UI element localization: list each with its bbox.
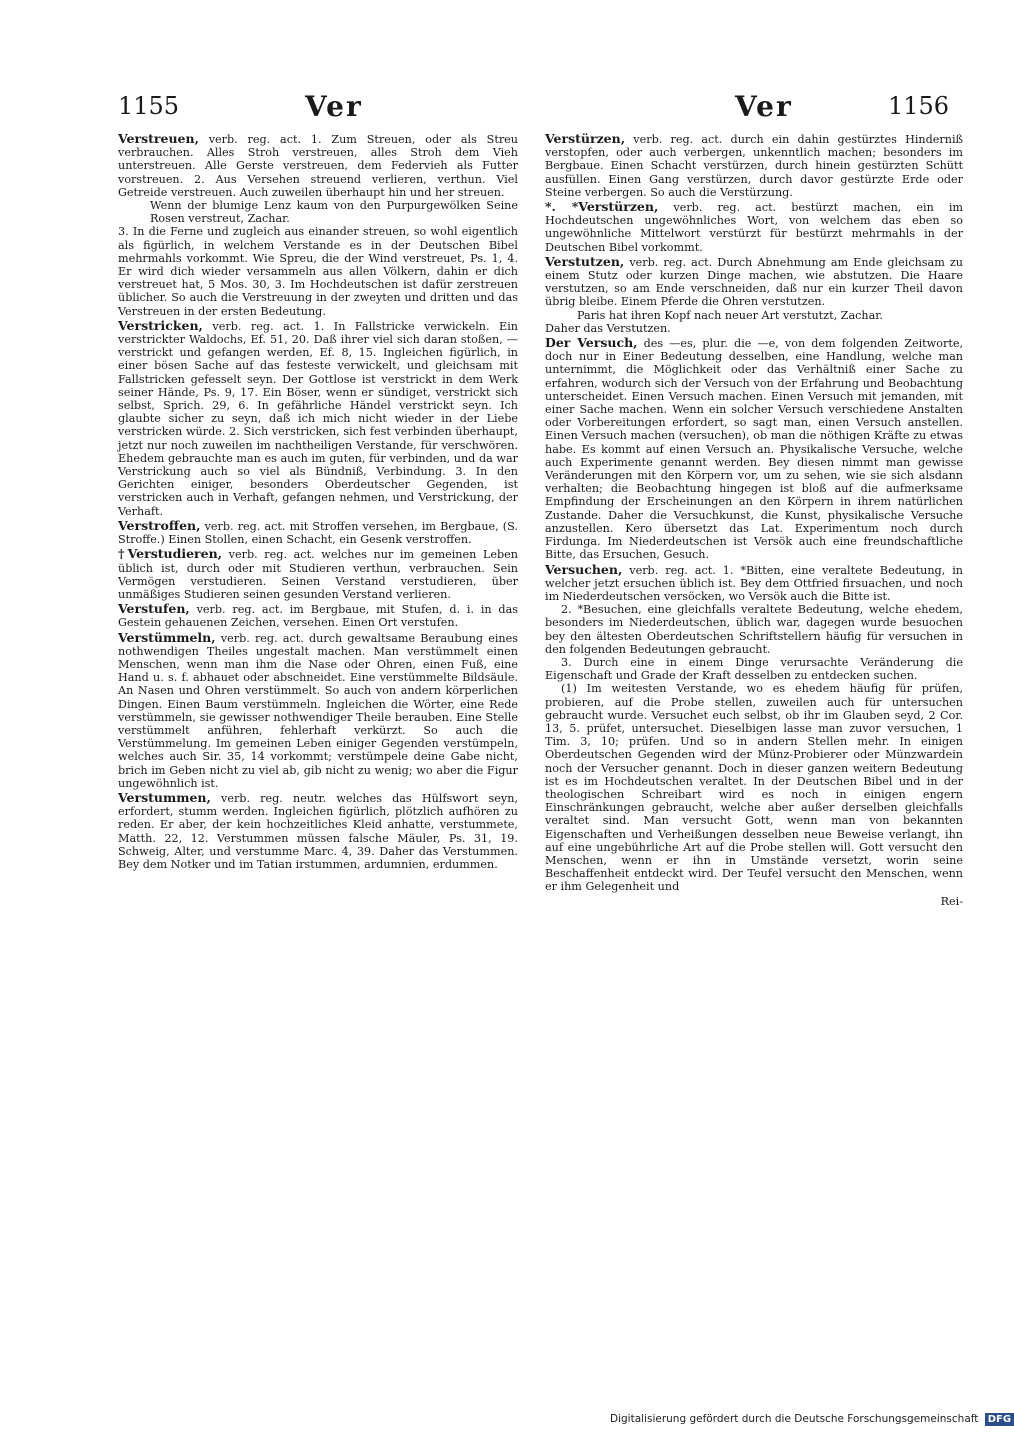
- definition: des —es, plur. die —e, von dem folgenden Zeitworte, doch nur in Einer Bedeutung desselben, eine Handlung, welche man unternimmt, die Möglichkeit oder das Verhältniß einer Sache zu erfahren, wodurch sich der Versuch von der Erfahrung und Beobachtung unterscheidet. Einen Versuch machen. Einen Versuch mit jemanden, mit einer Sache machen. Wenn ein solcher Versuch verschiedene Anstalten oder Vorbereitungen erfordert, so sagt man, einen Versuch anstellen. Einen Versuch machen (versuchen), ob man die nöthigen Kräfte zu etwas habe. Es kommt auf einen Versuch an. Physikalische Versuche, welche auch Experimente genannt werden. Bey diesen nimmt man gewisse Veränderungen mit den Körpern vor, um zu sehen, wie sie sich alsdann verhalten; die Beobachtung hingegen ist bloß auf die aufmerksame Empfindung der Erscheinungen an den Körpern in ihrem natürlichen Zustande. Daher die Versuchkunst, die Kunst, physikalische Versuche anzustellen. Kero übersetzt das Lat. Experimentum noch durch Firdunga. Im Niederdeutschen ist Versök auch eine freundschaftliche Bitte, das Ersuchen, Gesuch.: [545, 337, 963, 562]
- definition: 3. Durch eine in einem Dinge verursachte Veränderung die Eigenschaft und Grade der Kraft desselben zu entdecken suchen.: [545, 655, 963, 683]
- lemma: Verstufen,: [118, 601, 190, 617]
- definition: (1) Im weitesten Verstande, wo es ehedem häufig für prüfen, probieren, auf die Probe stellen, zuweilen auch für untersuchen gebraucht wurde. Versuchet euch selbst, ob ihr im Glauben seyd, 2 Cor. 13, 5. prüfet, untersuchet. Dieselbigen lasse man zuvor versuchen, 1 Tim. 3, 10; prüfen. Und so in andern Stellen mehr. In einigen Oberdeutschen Gegenden wird der Münz-Probierer oder Münzwardein noch der Versucher genannt. Doch in dieser ganzen weitern Bedeutung ist es im Hochdeutschen veraltet. In der Deutschen Bibel und in der theologischen Schreibart wird es noch in einigen engern Einschränkungen gebraucht, welche aber außer derselben gleichfalls veraltet sind. Man versucht Gott, wenn man von bekannten Eigenschaften und Verheißungen desselben neue Beweise verlangt, ihn auf eine ungebührliche Art auf die Probe stellen will. Gott versucht den Menschen, wenn er ihn in Umstände versetzt, worin seine Beschaffenheit entdeckt wird. Der Teufel versucht den Menschen, wenn er ihm Gelegenheit und: [545, 682, 963, 894]
- definition: Daher das Verstutzen.: [545, 321, 671, 335]
- lemma: Der Versuch,: [545, 335, 638, 351]
- right-page-number: 1156: [888, 92, 950, 120]
- right-head-word: Ver: [735, 90, 793, 123]
- quotation: Wenn der blumige Lenz kaum von den Purpurgewölken Seine Rosen verstreut, Zachar.: [150, 199, 518, 226]
- definition: verb. reg. act. im Bergbaue, mit Stufen, d. i. in das Gestein gehauenen Zeichen, versehen. Einen Ort verstufen.: [118, 603, 518, 630]
- catchword: Rei-: [940, 894, 963, 908]
- definition: verb. reg. act. bestürzt machen, ein im Hochdeutschen ungewöhnliches Wort, von welchem das eben so ungewöhnliche Mittelwort verstürzt für bestürzt mehrmahls in der Deutschen Bibel vorkommt.: [545, 201, 964, 254]
- lemma: Verstümmeln,: [118, 629, 216, 645]
- lemma: Versuchen,: [545, 561, 623, 577]
- lemma: Verstreuen,: [118, 131, 199, 146]
- lemma: Verstutzen,: [545, 253, 625, 269]
- definition: verb. reg. act. Durch Abnehmung am Ende gleichsam zu einem Stutz oder kurzen Dinge machen, wie abstutzen. Die Haare verstutzen, so am Ende verschneiden, daß nur ein kurzer Theil davon übrig bleibe. Einem Pferde die Ohren verstutzen.: [545, 255, 963, 309]
- quotation: Paris hat ihren Kopf nach neuer Art verstutzt, Zachar.: [577, 308, 883, 322]
- definition: verb. reg. neutr. welches das Hülfswort seyn, erfordert, stumm werden. Ingleichen figürlich, plötzlich aufhören zu reden. Er aber, der kein hochzeitliches Kleid anhatte, verstummete, Matth. 22, 12. Verstummen müssen falsche Mäuler, Ps. 31, 19. Schweig, Alter, und verstumme Marc. 4, 39. Daher das Verstummen. Bey dem Notker und im Tatian irstummen, ardumnien, erdummen.: [118, 791, 518, 871]
- entry-verstuerzen-2: [545, 200, 963, 254]
- entry-verstutzen: [545, 255, 963, 335]
- dfg-logo: DFG: [985, 1413, 1014, 1426]
- lemma: Verstummen,: [118, 789, 211, 805]
- definition: verb. reg. act. durch ein dahin gestürztes Hinderniß verstopfen, oder auch verbergen, unkenntlich machen; besonders im Bergbaue. Einen Schacht verstürzen, durch hinein gestürzten Schütt ausfüllen. Einen Gang verstürzen, durch davor gestürzte Erde oder Steine verbergen. So auch die Verstürzung.: [545, 133, 963, 199]
- definition: verb. reg. act. durch gewaltsame Beraubung eines nothwendigen Theiles ungestalt machen. Man verstümmelt einen Menschen, wenn man ihm die Nase oder Ohren, einen Fuß, eine Hand u. s. f. abhauet oder abschneidet. Eine verstümmelte Bildsäule. An Nasen und Ohren verstümmelt. So auch von andern körperlichen Dingen. Einen Baum verstümmeln. Ingleichen die Wörter, eine Rede verstümmeln, sie gewisser nothwendiger Theile berauben. Eine Stelle verstümmelt anführen, fehlerhaft verkürzt. So auch die Verstümmelung. Im gemeinen Leben einiger Gegenden verstümpeln, welches auch Sir. 35, 14 vorkommt; verstümpele deine Gabe nicht, brich im Geben nicht zu viel ab, gib nicht zu wenig; wo aber die Figur ungewöhnlich ist.: [118, 631, 519, 790]
- right-column: [545, 132, 963, 908]
- left-head-word: Ver: [305, 90, 363, 123]
- lemma: Verstricken,: [118, 317, 203, 333]
- digitization-footer: [610, 1413, 1014, 1426]
- entry-versuchen: [545, 563, 963, 894]
- entry-verstreuen: [118, 132, 518, 318]
- entry-verstuemmeln: [118, 631, 518, 790]
- entry-verstummen: [118, 791, 518, 871]
- definition: 2. *Besuchen, eine gleichfalls veraltete Bedeutung, welche ehedem, besonders im Niederdeutschen, üblich war, dagegen wurde besuochen bey den ältesten Oberdeutschen Schriftstellern häufig für versuchen in den folgenden Bedeutungen gebraucht.: [545, 603, 963, 656]
- definition: verb. reg. act. 1. Zum Streuen, oder als Streu verbrauchen. Alles Stroh verstreuen, alles Stroh dem Vieh unterstreuen. Alle Gerste verstreuen, dem Federvieh als Futter vorstreuen. 2. Aus Versehen streuend verlieren, verthun. Viel Getreide verstreuen. Auch zuweilen überhaupt hin und her streuen.: [118, 133, 519, 199]
- definition: verb. reg. act. mit Stroffen versehen, im Bergbaue, (S. Stroffe.) Einen Stollen, einen Schacht, ein Gesenk verstroffen.: [118, 519, 518, 547]
- entry-verstroffen: [118, 519, 518, 546]
- entry-verstufen: [118, 602, 518, 629]
- lemma: †Verstudieren,: [118, 546, 223, 562]
- definition: verb. reg. act. welches nur im gemeinen Leben üblich ist, durch oder mit Studieren verthun, verbrauchen. Sein Vermögen verstudieren. Seinen Verstand verstudieren, über unmäßiges Studieren seinen gesunden Verstand verlieren.: [118, 548, 518, 601]
- lemma: *. *Verstürzen,: [545, 199, 659, 215]
- lemma: Verstürzen,: [545, 131, 626, 146]
- left-page-number: 1155: [118, 92, 180, 120]
- entry-verstuerzen-1: [545, 132, 963, 199]
- lemma: Verstroffen,: [118, 517, 201, 533]
- left-column: [118, 132, 518, 872]
- definition: verb. reg. act. 1. *Bitten, eine veraltete Bedeutung, in welcher jetzt ersuchen üblich ist. Bey dem Ottfried firsuachen, und noch im Niederdeutschen versöcken, wo Versök auch die Bitte ist.: [545, 563, 963, 603]
- definition: 3. In die Ferne und zugleich aus einander streuen, so wohl eigentlich als figürlich, in welchem Verstande es in der Deutschen Bibel mehrmahls vorkommt. Wie Spreu, die der Wind verstreuet, Ps. 1, 4. Er wird dich wieder versammeln aus allen Völkern, dahin er dich verstreuet hat, 5 Mos. 30, 3. Im Hochdeutschen ist dafür zerstreuen üblicher. So auch die Verstreuung in der zweyten und dritten und das Verstreuen in der ersten Bedeutung.: [118, 225, 518, 318]
- entry-versuch: [545, 336, 963, 561]
- entry-verstricken: [118, 319, 518, 518]
- definition: verb. reg. act. 1. In Fallstricke verwickeln. Ein verstrickter Waldochs, Ef. 51, 20. Daß ihrer viel sich daran stoßen, — verstrickt und gefangen werden, Ef. 8, 15. Ingleichen figürlich, in einer bösen Sache auf das festeste verwickelt, und gleichsam mit Fallstricken gefesselt seyn. Der Gottlose ist verstrickt in dem Werk seiner Hände, Ps. 9, 17. Ein Böser, wenn er sündiget, verstrickt sich selbst, Sprich. 29, 6. In gefährliche Händel verstrickt seyn. Ich glaubte sicher zu seyn, daß ich mich nicht wieder in der Liebe verstricken würde. 2. Sich verstricken, sich fest verbinden überhaupt, jetzt nur noch zuweilen im nachtheiligen Verstande, für verschwören. Ehedem gebrauchte man es auch im guten, für verbinden, und da war Verstrickung auch so viel als Bündniß, Verbindung. 3. In den Gerichten einiger, besonders Oberdeutscher Gegenden, ist verstricken auch in Verhaft, gefangen nehmen, und Verstrickung, der Verhaft.: [118, 319, 518, 518]
- entry-verstudieren: [118, 547, 518, 601]
- footer-text: Digitalisierung gefördert durch die Deutsche Forschungsgemeinschaft: [610, 1413, 979, 1425]
